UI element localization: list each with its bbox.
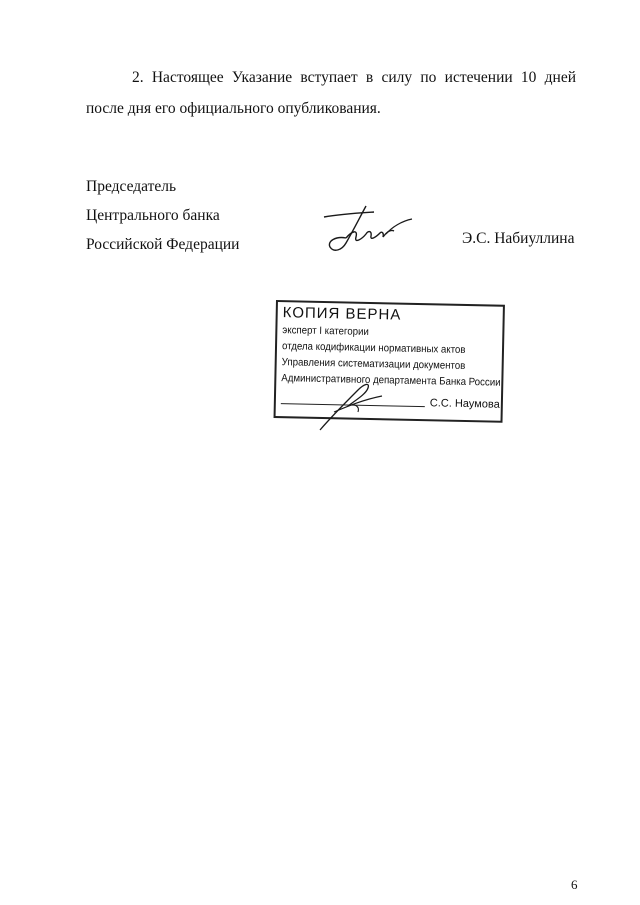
signatory-name: Э.С. Набиуллина — [462, 230, 575, 247]
signatory-title — [86, 172, 239, 259]
stamp-line: Управления систематизации документов — [281, 356, 466, 372]
handwritten-signature-icon — [316, 203, 416, 259]
certification-stamp — [274, 300, 505, 423]
page-number: 6 — [571, 877, 578, 892]
stamp-line: отдела кодификации нормативных актов — [281, 340, 466, 356]
paragraph-2 — [86, 62, 576, 124]
paragraph-line-2: после дня его официального опубликования. — [86, 100, 381, 117]
stamp-heading: КОПИЯ ВЕРНА — [282, 304, 402, 324]
stamp-line: эксперт I категории — [282, 324, 369, 338]
paragraph-line-1: 2. Настоящее Указание вступает в силу по истечении 10 дней — [132, 69, 576, 86]
signatory-title-line: Председатель — [86, 178, 177, 195]
stamp-line: Административного департамента Банка России — [281, 372, 501, 389]
stamp-name: С.С. Наумова — [429, 397, 500, 411]
signatory-title-line: Российской Федерации — [86, 236, 240, 253]
signatory-title-line: Центрального банка — [86, 207, 220, 224]
stamp-signature-icon — [318, 376, 388, 432]
